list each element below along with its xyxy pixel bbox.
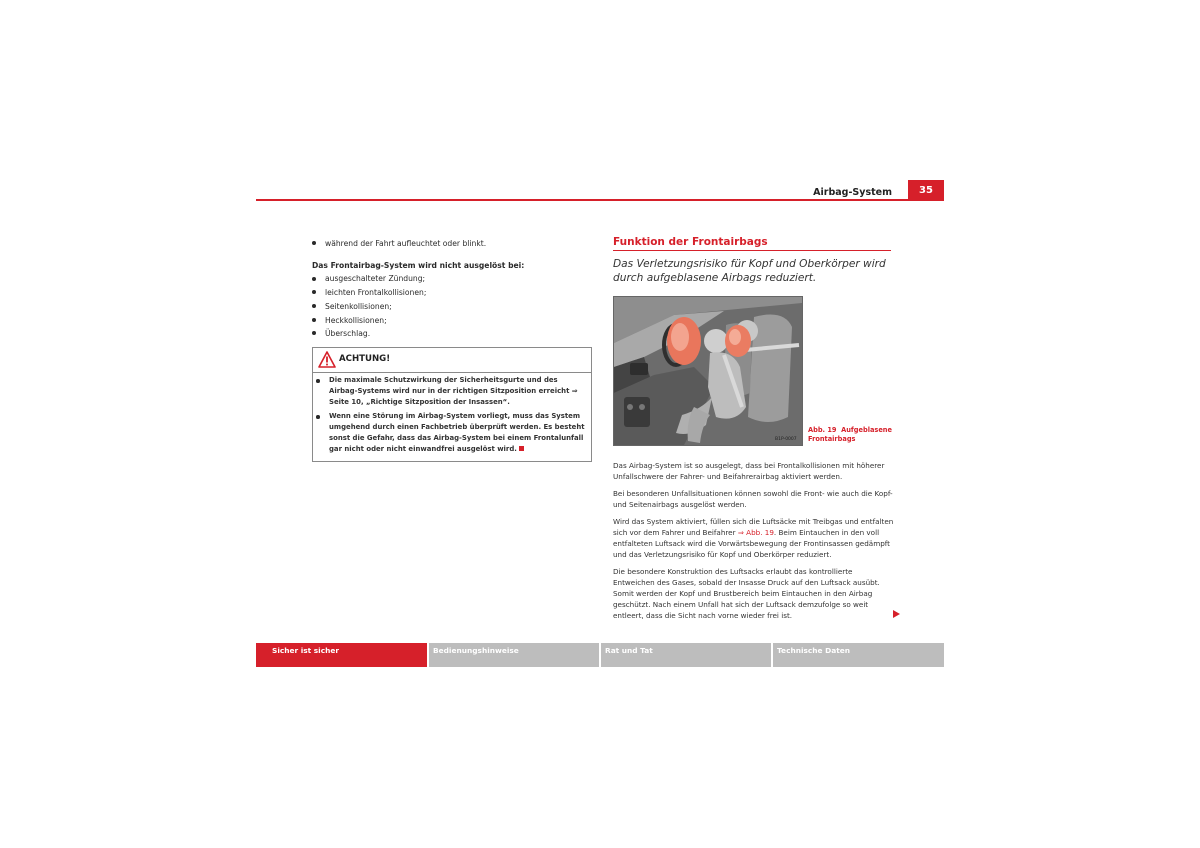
body-paragraph: Das Airbag-System ist so ausgelegt, dass bei Frontalkollisionen mit höherer Unfallschwere der Fahrer- und Beifahrerairbag aktiviert werden. <box>613 461 885 481</box>
warning-title: ACHTUNG! <box>339 354 391 364</box>
tab-technische-daten[interactable]: Technische Daten <box>773 643 944 667</box>
warning-item-text: Die maximale Schutzwirkung der Sicherheitsgurte und des Airbag-Systems wird nur in der richtigen Sitzposition erreicht ⇒ Seite 10, „Richtige Sitzposition der Insassen“. <box>329 376 578 406</box>
page-number: 35 <box>908 180 944 201</box>
figure-code: B1P-0007 <box>775 437 797 442</box>
tab-rat-und-tat[interactable]: Rat und Tat <box>601 643 771 667</box>
warning-item <box>316 375 588 408</box>
warning-triangle-icon <box>318 351 336 368</box>
paragraph-text: Wird das System aktiviert, füllen sich die Luftsäcke mit Treibgas und entfalten sich vor dem Fahrer und Beifahrer <box>613 517 894 537</box>
body-paragraph: Die besondere Konstruktion des Luftsacks erlaubt das kontrollierte Entweichen des Gases, sobald der Insasse Druck auf den Luftsack ausübt. Somit werden der Kopf und Brustbereich beim Eintauchen in den Airbag geschützt. Nach einem Unfall hat sich der Luftsack demzufolge so weit entleert, dass die Sicht nach vorne wieder frei ist. <box>613 567 880 620</box>
not-deployed-heading: Das Frontairbag-System wird nicht ausgelöst bei: <box>312 260 525 270</box>
list-item: Überschlag. <box>312 327 592 341</box>
caption-text: Aufgeblasene Frontairbags <box>808 426 892 443</box>
list-item: Heckkollisionen; <box>312 314 592 328</box>
header-rule <box>256 199 944 201</box>
list-item: leichten Frontalkollisionen; <box>312 286 592 300</box>
intro-text: Das Verletzungsrisiko für Kopf und Oberkörper wird durch aufgeblasene Airbags reduziert. <box>613 258 886 284</box>
running-header-title: Airbag-System <box>813 187 892 198</box>
warning-item-text: Wenn eine Störung im Airbag-System vorliegt, muss das System umgehend durch einen Fachbetrieb überprüft werden. Es besteht sonst die Gefahr, dass das Airbag-System bei einem Frontalunfall gar nicht oder nicht einwandfrei ausgelöst wird. <box>329 412 585 453</box>
tab-bedienungshinweise[interactable]: Bedienungshinweise <box>429 643 599 667</box>
warning-item <box>316 411 588 455</box>
airbag-illustration-image <box>614 297 802 445</box>
paragraph-text: . Beim Eintauchen in den voll entfalteten Luftsack wird die Vorwärtsbewegung der Frontinsassen gedämpft und das Verletzungsrisiko für Kopf und Oberkörper reduziert. <box>613 528 890 559</box>
section-heading: Funktion der Frontairbags <box>613 236 891 251</box>
list-item: Seitenkollisionen; <box>312 300 592 314</box>
end-mark-icon <box>519 446 524 451</box>
body-paragraph <box>613 516 895 560</box>
figure-link[interactable]: ⇒ Abb. 19 <box>737 528 774 537</box>
warning-header <box>313 348 591 373</box>
continue-arrow-icon <box>893 610 900 618</box>
caption-ref: Abb. 19 <box>808 426 837 434</box>
warning-box <box>312 347 592 462</box>
figure-caption <box>808 426 898 444</box>
list-item: ausgeschalteter Zündung; <box>312 272 592 286</box>
list-item: während der Fahrt aufleuchtet oder blinkt. <box>312 237 592 251</box>
warning-body <box>313 373 591 461</box>
airbag-illustration <box>613 296 803 446</box>
body-paragraph: Bei besonderen Unfallsituationen können sowohl die Front- wie auch die Kopf- und Seitenairbags ausgelöst werden. <box>613 489 893 509</box>
left-column <box>312 237 592 341</box>
tab-sicher-ist-sicher[interactable]: Sicher ist sicher <box>256 643 427 667</box>
